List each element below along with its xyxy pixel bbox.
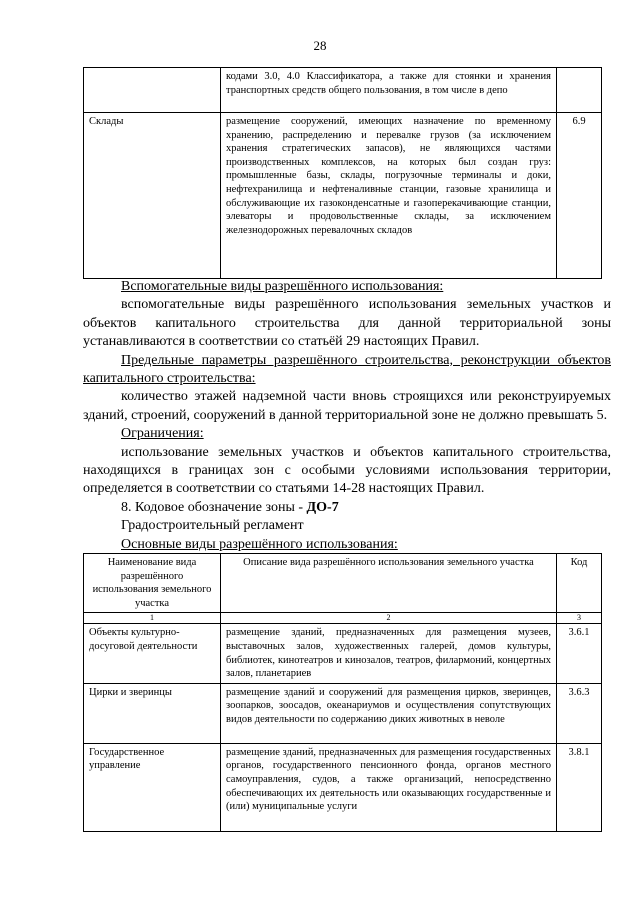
- header-name: Наименование вида разрешённого использования земельного участка: [84, 554, 221, 613]
- table-row: [84, 743, 602, 831]
- use-description-cell: размещение зданий и сооружений для размещения цирков, зверинцев, зоопарков, зоосадов, океанариумов и осуществления сопутствующих видов деятельности по содержанию диких животных в неволе: [221, 683, 557, 743]
- limits-heading: Предельные параметры разрешённого строительства, реконструкции объектов капитального строительства:: [83, 352, 611, 387]
- zone-code-line: [83, 499, 611, 517]
- permitted-use-table-continued: [83, 67, 602, 279]
- header-description: Описание вида разрешённого использования земельного участка: [221, 554, 557, 613]
- table-row: [84, 113, 602, 279]
- page-number: 28: [313, 38, 327, 53]
- main-uses-table: [83, 553, 602, 832]
- regulation-title: Градостроительный регламент: [121, 518, 304, 534]
- use-description-cell: размещение зданий, предназначенных для размещения музеев, выставочных залов, художественных галерей, домов культуры, библиотек, кинотеатров и кинозалов, театров, филармоний, концертных залов, планетариев: [221, 624, 557, 683]
- use-code-cell: 3.6.3: [557, 683, 602, 743]
- use-description-cell: размещение зданий, предназначенных для размещения государственных органов, государственного пенсионного фонда, органов местного самоуправления, судов, а также организаций, непосредственно обеспечивающих их деятельность или оказывающих государственные и (или) муниципальные услуги: [221, 743, 557, 831]
- use-name-cell: Склады: [84, 113, 221, 279]
- use-code-cell: 6.9: [557, 113, 602, 279]
- table-row: [84, 683, 602, 743]
- table-header-row: [84, 554, 602, 613]
- table-row: [84, 68, 602, 113]
- main-uses-heading: Основные виды разрешённого использования:: [121, 536, 398, 552]
- column-number: 3: [557, 613, 602, 624]
- column-number: 1: [84, 613, 221, 624]
- body-text-block: [83, 278, 611, 554]
- use-code-cell: 3.8.1: [557, 743, 602, 831]
- zone-code: ДО-7: [306, 499, 339, 515]
- aux-uses-body: вспомогательные виды разрешённого использования земельных участков и объектов капитального строительства для данной территориальной зоны устанавливаются в соответствии со статьёй 29 настоящих Правил.: [83, 297, 611, 350]
- aux-uses-heading: Вспомогательные виды разрешённого использования:: [121, 279, 444, 294]
- use-code-cell: 3.6.1: [557, 624, 602, 683]
- header-code: Код: [557, 554, 602, 613]
- limits-body: количество этажей надземной части вновь строящихся или реконструируемых зданий, строений, сооружений в данной территориальной зоне не должно превышать 5.: [83, 389, 611, 423]
- use-code-cell: [557, 68, 602, 113]
- use-description-cell: размещение сооружений, имеющих назначение по временному хранению, распределению и перевалке грузов (за исключением хранения стратегических запасов), не являющихся частями производственных комплексов, на которых был создан груз: промышленные базы, склады, погрузочные терминалы и доки, нефтехранилища и нефтеналивные станции, газовые хранилища и обслуживающие их газоконденсатные и газоперекачивающие станции, элеваторы и продовольственные склады, за исключением железнодорожных перевалочных складов: [221, 113, 557, 279]
- restrictions-heading: Ограничения:: [121, 426, 204, 442]
- column-numbers-row: [84, 613, 602, 624]
- zone-code-prefix: 8. Кодовое обозначение зоны -: [121, 499, 307, 515]
- restrictions-body: использование земельных участков и объектов капитального строительства, находящихся в границах зон с особыми условиями использования территории, определяется в соответствии со статьями 14-28 настоящих Правил.: [83, 444, 611, 497]
- use-name-cell: Объекты культурно-досуговой деятельности: [84, 624, 221, 683]
- use-name-cell: [84, 68, 221, 113]
- column-number: 2: [221, 613, 557, 624]
- use-description-cell: кодами 3.0, 4.0 Классификатора, а также для стоянки и хранения транспортных средств общего пользования, в том числе в депо: [221, 68, 557, 113]
- use-name-cell: Цирки и зверинцы: [84, 683, 221, 743]
- table-row: [84, 624, 602, 683]
- use-name-cell: Государственное управление: [84, 743, 221, 831]
